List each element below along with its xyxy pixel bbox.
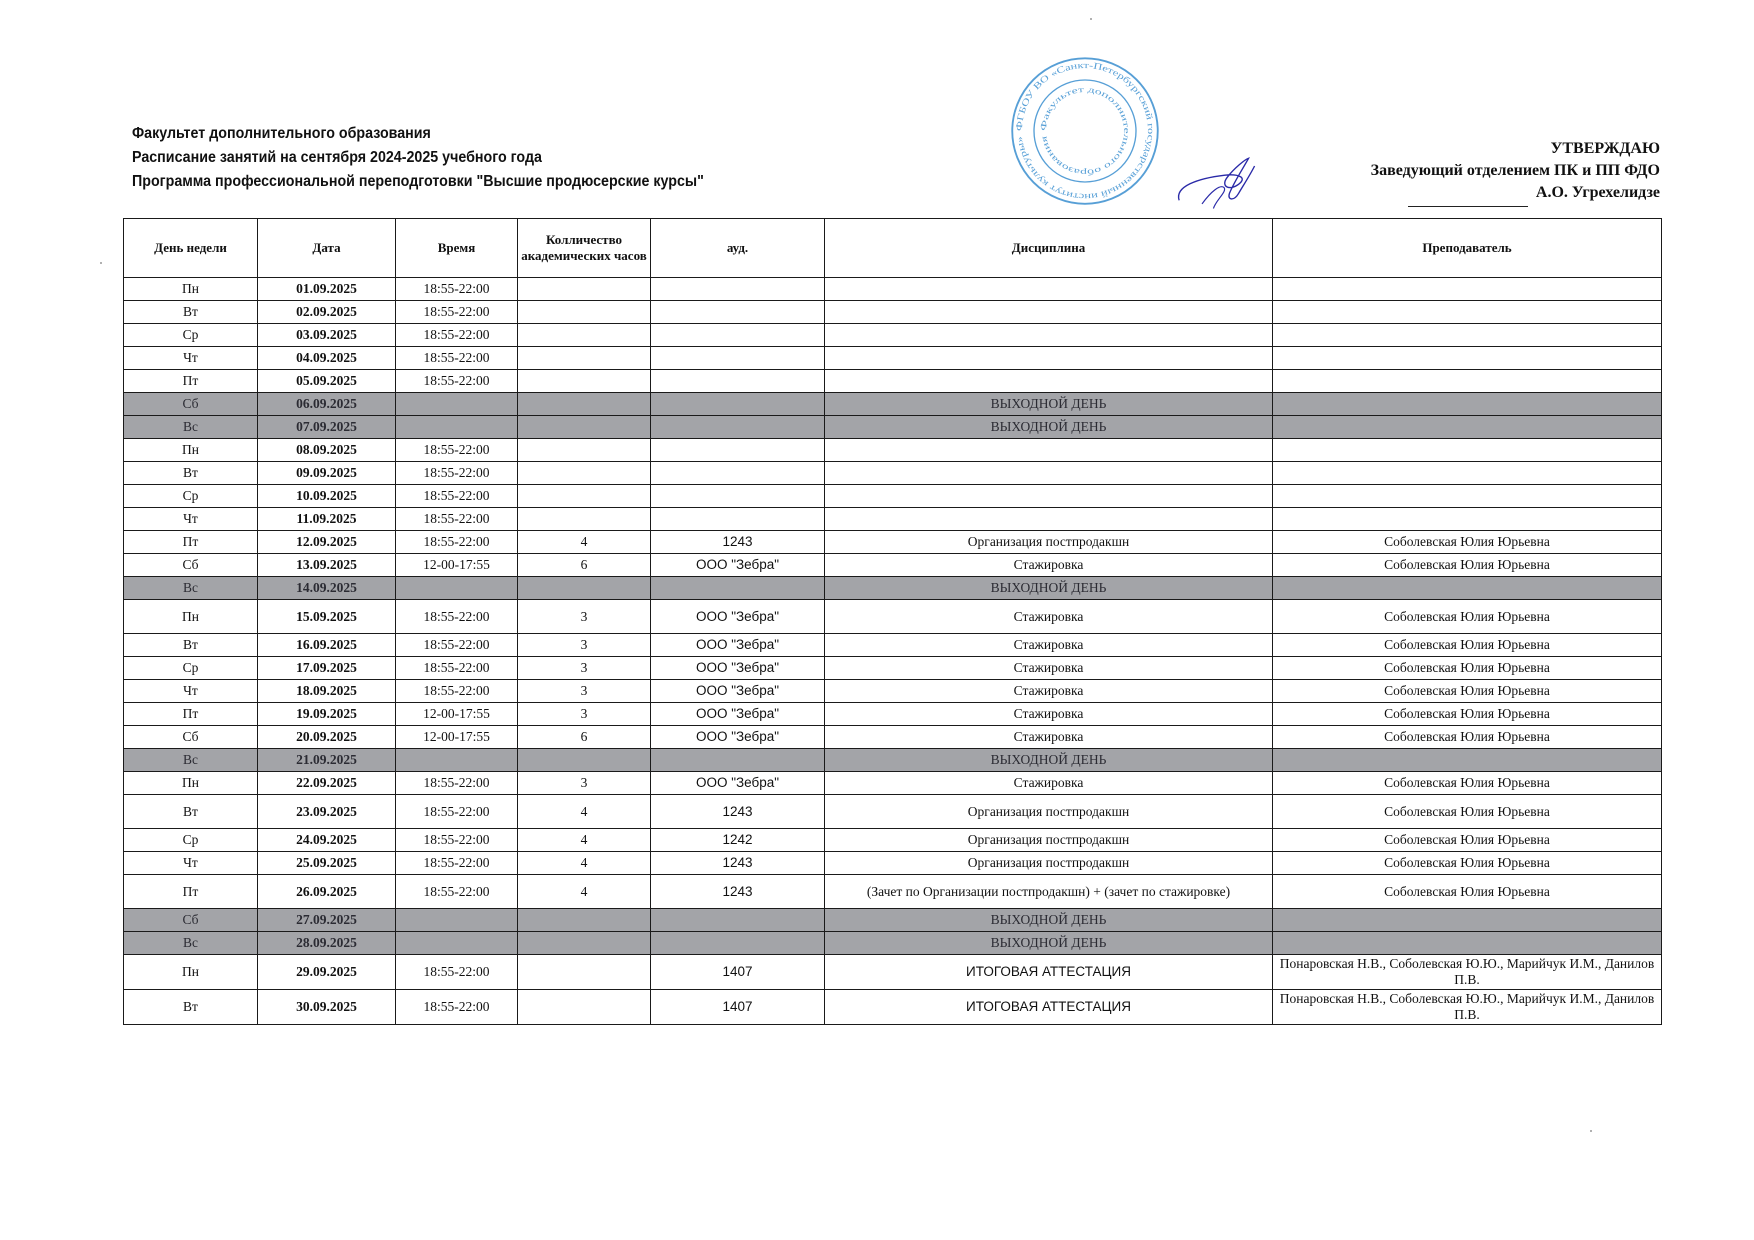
teacher-cell: Соболевская Юлия Юрьевна (1273, 657, 1662, 680)
day-cell: Вт (124, 634, 258, 657)
table-row (124, 370, 1662, 393)
column-header-discipline: Дисциплина (825, 219, 1273, 278)
discipline-cell: ВЫХОДНОЙ ДЕНЬ (825, 416, 1273, 439)
time-cell: 18:55-22:00 (396, 439, 518, 462)
time-cell: 18:55-22:00 (396, 347, 518, 370)
signature-line (1408, 206, 1528, 207)
time-cell (396, 749, 518, 772)
hours-cell (518, 301, 651, 324)
teacher-cell: Соболевская Юлия Юрьевна (1273, 600, 1662, 634)
stamp-inner-text: Факультет дополнительного образования (1038, 84, 1132, 178)
date-cell: 26.09.2025 (258, 875, 396, 909)
approval-block (1371, 138, 1660, 204)
day-cell: Чт (124, 680, 258, 703)
teacher-cell: Соболевская Юлия Юрьевна (1273, 703, 1662, 726)
room-cell: ООО "Зебра" (651, 726, 825, 749)
time-cell: 18:55-22:00 (396, 485, 518, 508)
discipline-cell: Организация постпродакшн (825, 795, 1273, 829)
table-row-day-off (124, 393, 1662, 416)
teacher-cell (1273, 462, 1662, 485)
hours-cell (518, 955, 651, 990)
faculty-title: Факультет дополнительного образования (132, 125, 431, 142)
room-cell: 1243 (651, 795, 825, 829)
approval-title: УТВЕРЖДАЮ (1550, 140, 1660, 157)
room-cell: 1243 (651, 875, 825, 909)
date-cell: 23.09.2025 (258, 795, 396, 829)
time-cell: 18:55-22:00 (396, 657, 518, 680)
time-cell: 18:55-22:00 (396, 278, 518, 301)
date-cell: 19.09.2025 (258, 703, 396, 726)
day-cell: Пт (124, 703, 258, 726)
time-cell: 12-00-17:55 (396, 703, 518, 726)
date-cell: 13.09.2025 (258, 554, 396, 577)
room-cell (651, 347, 825, 370)
time-cell: 18:55-22:00 (396, 829, 518, 852)
discipline-cell: Стажировка (825, 680, 1273, 703)
schedule-title: Расписание занятий на сентября 2024-2025 учебного года (132, 149, 542, 166)
date-cell: 02.09.2025 (258, 301, 396, 324)
day-cell: Чт (124, 852, 258, 875)
time-cell: 18:55-22:00 (396, 301, 518, 324)
hours-cell (518, 909, 651, 932)
table-row (124, 703, 1662, 726)
date-cell: 05.09.2025 (258, 370, 396, 393)
table-row (124, 531, 1662, 554)
stamp-inner-ring (1034, 80, 1136, 182)
time-cell (396, 577, 518, 600)
column-header-date: Дата (258, 219, 396, 278)
table-row (124, 726, 1662, 749)
discipline-cell: Организация постпродакшн (825, 852, 1273, 875)
discipline-cell: Стажировка (825, 600, 1273, 634)
hours-cell (518, 278, 651, 301)
discipline-cell: ВЫХОДНОЙ ДЕНЬ (825, 932, 1273, 955)
table-row (124, 680, 1662, 703)
time-cell: 18:55-22:00 (396, 795, 518, 829)
table-row (124, 829, 1662, 852)
room-cell: ООО "Зебра" (651, 772, 825, 795)
discipline-cell (825, 462, 1273, 485)
teacher-cell (1273, 485, 1662, 508)
discipline-cell: Стажировка (825, 554, 1273, 577)
hours-cell (518, 324, 651, 347)
room-cell (651, 909, 825, 932)
date-cell: 30.09.2025 (258, 990, 396, 1025)
time-cell (396, 909, 518, 932)
time-cell: 18:55-22:00 (396, 462, 518, 485)
discipline-cell (825, 508, 1273, 531)
hours-cell: 3 (518, 634, 651, 657)
scan-speck (100, 262, 102, 264)
date-cell: 18.09.2025 (258, 680, 396, 703)
teacher-cell (1273, 577, 1662, 600)
discipline-cell: Стажировка (825, 657, 1273, 680)
date-cell: 17.09.2025 (258, 657, 396, 680)
discipline-cell: Организация постпродакшн (825, 829, 1273, 852)
time-cell: 18:55-22:00 (396, 634, 518, 657)
hours-cell (518, 577, 651, 600)
hours-cell: 6 (518, 726, 651, 749)
date-cell: 06.09.2025 (258, 393, 396, 416)
hours-cell: 4 (518, 875, 651, 909)
teacher-cell: Понаровская Н.В., Соболевская Ю.Ю., Марийчук И.М., Данилов П.В. (1273, 990, 1662, 1025)
schedule-table (123, 218, 1662, 1025)
table-row (124, 772, 1662, 795)
date-cell: 01.09.2025 (258, 278, 396, 301)
table-row (124, 875, 1662, 909)
hours-cell: 4 (518, 531, 651, 554)
date-cell: 07.09.2025 (258, 416, 396, 439)
discipline-cell: ВЫХОДНОЙ ДЕНЬ (825, 909, 1273, 932)
hours-cell: 3 (518, 680, 651, 703)
table-row (124, 634, 1662, 657)
day-cell: Ср (124, 485, 258, 508)
column-header-hours: Колличество академических часов (518, 219, 651, 278)
table-row (124, 278, 1662, 301)
hours-cell: 6 (518, 554, 651, 577)
day-cell: Пн (124, 600, 258, 634)
table-row-day-off (124, 577, 1662, 600)
hours-cell: 3 (518, 657, 651, 680)
date-cell: 29.09.2025 (258, 955, 396, 990)
hours-cell (518, 439, 651, 462)
hours-cell: 3 (518, 600, 651, 634)
room-cell (651, 932, 825, 955)
teacher-cell (1273, 347, 1662, 370)
discipline-cell (825, 324, 1273, 347)
scan-speck (1590, 1130, 1592, 1132)
table-row (124, 347, 1662, 370)
time-cell: 18:55-22:00 (396, 955, 518, 990)
teacher-cell (1273, 324, 1662, 347)
discipline-cell: Стажировка (825, 703, 1273, 726)
room-cell (651, 508, 825, 531)
day-cell: Пт (124, 875, 258, 909)
day-cell: Вс (124, 749, 258, 772)
room-cell (651, 301, 825, 324)
day-cell: Сб (124, 726, 258, 749)
date-cell: 08.09.2025 (258, 439, 396, 462)
teacher-cell: Понаровская Н.В., Соболевская Ю.Ю., Марийчук И.М., Данилов П.В. (1273, 955, 1662, 990)
teacher-cell (1273, 932, 1662, 955)
discipline-cell: Стажировка (825, 726, 1273, 749)
teacher-cell: Соболевская Юлия Юрьевна (1273, 554, 1662, 577)
discipline-cell (825, 347, 1273, 370)
discipline-cell: ВЫХОДНОЙ ДЕНЬ (825, 749, 1273, 772)
day-cell: Чт (124, 347, 258, 370)
time-cell (396, 932, 518, 955)
teacher-cell (1273, 278, 1662, 301)
discipline-cell: Стажировка (825, 634, 1273, 657)
time-cell: 18:55-22:00 (396, 875, 518, 909)
teacher-cell: Соболевская Юлия Юрьевна (1273, 795, 1662, 829)
discipline-cell: ИТОГОВАЯ АТТЕСТАЦИЯ (825, 955, 1273, 990)
official-stamp-icon (1010, 56, 1160, 206)
day-cell: Пт (124, 370, 258, 393)
signature-icon (1168, 150, 1268, 214)
room-cell (651, 485, 825, 508)
day-cell: Вс (124, 577, 258, 600)
room-cell: ООО "Зебра" (651, 600, 825, 634)
discipline-cell (825, 301, 1273, 324)
hours-cell (518, 508, 651, 531)
day-cell: Ср (124, 324, 258, 347)
time-cell (396, 416, 518, 439)
hours-cell (518, 462, 651, 485)
teacher-cell: Соболевская Юлия Юрьевна (1273, 852, 1662, 875)
room-cell (651, 416, 825, 439)
teacher-cell: Соболевская Юлия Юрьевна (1273, 531, 1662, 554)
day-cell: Вс (124, 932, 258, 955)
room-cell: 1407 (651, 955, 825, 990)
column-header-time: Время (396, 219, 518, 278)
column-header-teacher: Преподаватель (1273, 219, 1662, 278)
teacher-cell: Соболевская Юлия Юрьевна (1273, 680, 1662, 703)
hours-cell: 4 (518, 795, 651, 829)
time-cell: 18:55-22:00 (396, 324, 518, 347)
hours-cell (518, 485, 651, 508)
discipline-cell: ВЫХОДНОЙ ДЕНЬ (825, 577, 1273, 600)
table-row (124, 852, 1662, 875)
teacher-cell (1273, 393, 1662, 416)
day-cell: Вт (124, 795, 258, 829)
room-cell (651, 278, 825, 301)
room-cell (651, 439, 825, 462)
time-cell (396, 393, 518, 416)
discipline-cell (825, 485, 1273, 508)
teacher-cell (1273, 909, 1662, 932)
teacher-cell: Соболевская Юлия Юрьевна (1273, 726, 1662, 749)
day-cell: Пн (124, 955, 258, 990)
room-cell: ООО "Зебра" (651, 680, 825, 703)
day-cell: Вс (124, 416, 258, 439)
table-row (124, 485, 1662, 508)
table-header-row (124, 219, 1662, 278)
table-row (124, 324, 1662, 347)
room-cell (651, 370, 825, 393)
time-cell: 12-00-17:55 (396, 726, 518, 749)
date-cell: 15.09.2025 (258, 600, 396, 634)
time-cell: 18:55-22:00 (396, 600, 518, 634)
time-cell: 18:55-22:00 (396, 680, 518, 703)
day-cell: Ср (124, 829, 258, 852)
table-row (124, 439, 1662, 462)
hours-cell: 4 (518, 852, 651, 875)
date-cell: 21.09.2025 (258, 749, 396, 772)
day-cell: Пн (124, 278, 258, 301)
table-row (124, 955, 1662, 990)
table-row-day-off (124, 749, 1662, 772)
teacher-cell (1273, 416, 1662, 439)
date-cell: 22.09.2025 (258, 772, 396, 795)
day-cell: Чт (124, 508, 258, 531)
stamp-outer-ring (1012, 58, 1158, 204)
room-cell (651, 462, 825, 485)
room-cell: ООО "Зебра" (651, 634, 825, 657)
teacher-cell (1273, 508, 1662, 531)
teacher-cell: Соболевская Юлия Юрьевна (1273, 634, 1662, 657)
scan-speck (1090, 18, 1092, 20)
date-cell: 25.09.2025 (258, 852, 396, 875)
day-cell: Сб (124, 909, 258, 932)
hours-cell (518, 347, 651, 370)
hours-cell: 3 (518, 772, 651, 795)
table-row-day-off (124, 932, 1662, 955)
discipline-cell (825, 278, 1273, 301)
day-cell: Вт (124, 990, 258, 1025)
day-cell: Ср (124, 657, 258, 680)
time-cell: 18:55-22:00 (396, 772, 518, 795)
teacher-cell (1273, 439, 1662, 462)
day-cell: Пн (124, 439, 258, 462)
date-cell: 04.09.2025 (258, 347, 396, 370)
date-cell: 20.09.2025 (258, 726, 396, 749)
date-cell: 24.09.2025 (258, 829, 396, 852)
teacher-cell: Соболевская Юлия Юрьевна (1273, 772, 1662, 795)
approval-name: А.О. Угрехелидзе (1535, 184, 1660, 201)
teacher-cell: Соболевская Юлия Юрьевна (1273, 875, 1662, 909)
date-cell: 16.09.2025 (258, 634, 396, 657)
room-cell: 1243 (651, 531, 825, 554)
day-cell: Пн (124, 772, 258, 795)
hours-cell (518, 749, 651, 772)
hours-cell (518, 932, 651, 955)
time-cell: 18:55-22:00 (396, 990, 518, 1025)
hours-cell (518, 416, 651, 439)
date-cell: 27.09.2025 (258, 909, 396, 932)
teacher-cell: Соболевская Юлия Юрьевна (1273, 829, 1662, 852)
time-cell: 12-00-17:55 (396, 554, 518, 577)
date-cell: 12.09.2025 (258, 531, 396, 554)
document-heading (132, 122, 704, 194)
day-cell: Вт (124, 462, 258, 485)
stamp-outer-text: ФГБОУ ВО «Санкт-Петербургский государственный институт культуры» (1013, 59, 1157, 203)
table-row (124, 508, 1662, 531)
date-cell: 11.09.2025 (258, 508, 396, 531)
table-row (124, 657, 1662, 680)
room-cell (651, 749, 825, 772)
hours-cell (518, 990, 651, 1025)
time-cell: 18:55-22:00 (396, 852, 518, 875)
table-row (124, 795, 1662, 829)
room-cell (651, 324, 825, 347)
discipline-cell (825, 439, 1273, 462)
approval-position: Заведующий отделением ПК и ПП ФДО (1370, 162, 1660, 179)
day-cell: Сб (124, 554, 258, 577)
date-cell: 10.09.2025 (258, 485, 396, 508)
time-cell: 18:55-22:00 (396, 508, 518, 531)
room-cell: ООО "Зебра" (651, 703, 825, 726)
day-cell: Сб (124, 393, 258, 416)
room-cell: 1407 (651, 990, 825, 1025)
table-row (124, 554, 1662, 577)
table-row-day-off (124, 909, 1662, 932)
room-cell: 1243 (651, 852, 825, 875)
room-cell (651, 393, 825, 416)
teacher-cell (1273, 370, 1662, 393)
hours-cell: 3 (518, 703, 651, 726)
date-cell: 28.09.2025 (258, 932, 396, 955)
hours-cell (518, 370, 651, 393)
program-title: Программа профессиональной переподготовки "Высшие продюсерские курсы" (132, 173, 704, 190)
room-cell (651, 577, 825, 600)
day-cell: Вт (124, 301, 258, 324)
teacher-cell (1273, 301, 1662, 324)
table-row (124, 301, 1662, 324)
table-row-day-off (124, 416, 1662, 439)
discipline-cell: (Зачет по Организации постпродакшн) + (зачет по стажировке) (825, 875, 1273, 909)
date-cell: 14.09.2025 (258, 577, 396, 600)
time-cell: 18:55-22:00 (396, 370, 518, 393)
room-cell: 1242 (651, 829, 825, 852)
hours-cell: 4 (518, 829, 651, 852)
table-row (124, 462, 1662, 485)
discipline-cell: Стажировка (825, 772, 1273, 795)
teacher-cell (1273, 749, 1662, 772)
discipline-cell: Организация постпродакшн (825, 531, 1273, 554)
table-row (124, 600, 1662, 634)
discipline-cell: ИТОГОВАЯ АТТЕСТАЦИЯ (825, 990, 1273, 1025)
discipline-cell: ВЫХОДНОЙ ДЕНЬ (825, 393, 1273, 416)
day-cell: Пт (124, 531, 258, 554)
room-cell: ООО "Зебра" (651, 657, 825, 680)
discipline-cell (825, 370, 1273, 393)
table-row (124, 990, 1662, 1025)
date-cell: 03.09.2025 (258, 324, 396, 347)
time-cell: 18:55-22:00 (396, 531, 518, 554)
hours-cell (518, 393, 651, 416)
column-header-day: День недели (124, 219, 258, 278)
date-cell: 09.09.2025 (258, 462, 396, 485)
room-cell: ООО "Зебра" (651, 554, 825, 577)
column-header-room: ауд. (651, 219, 825, 278)
